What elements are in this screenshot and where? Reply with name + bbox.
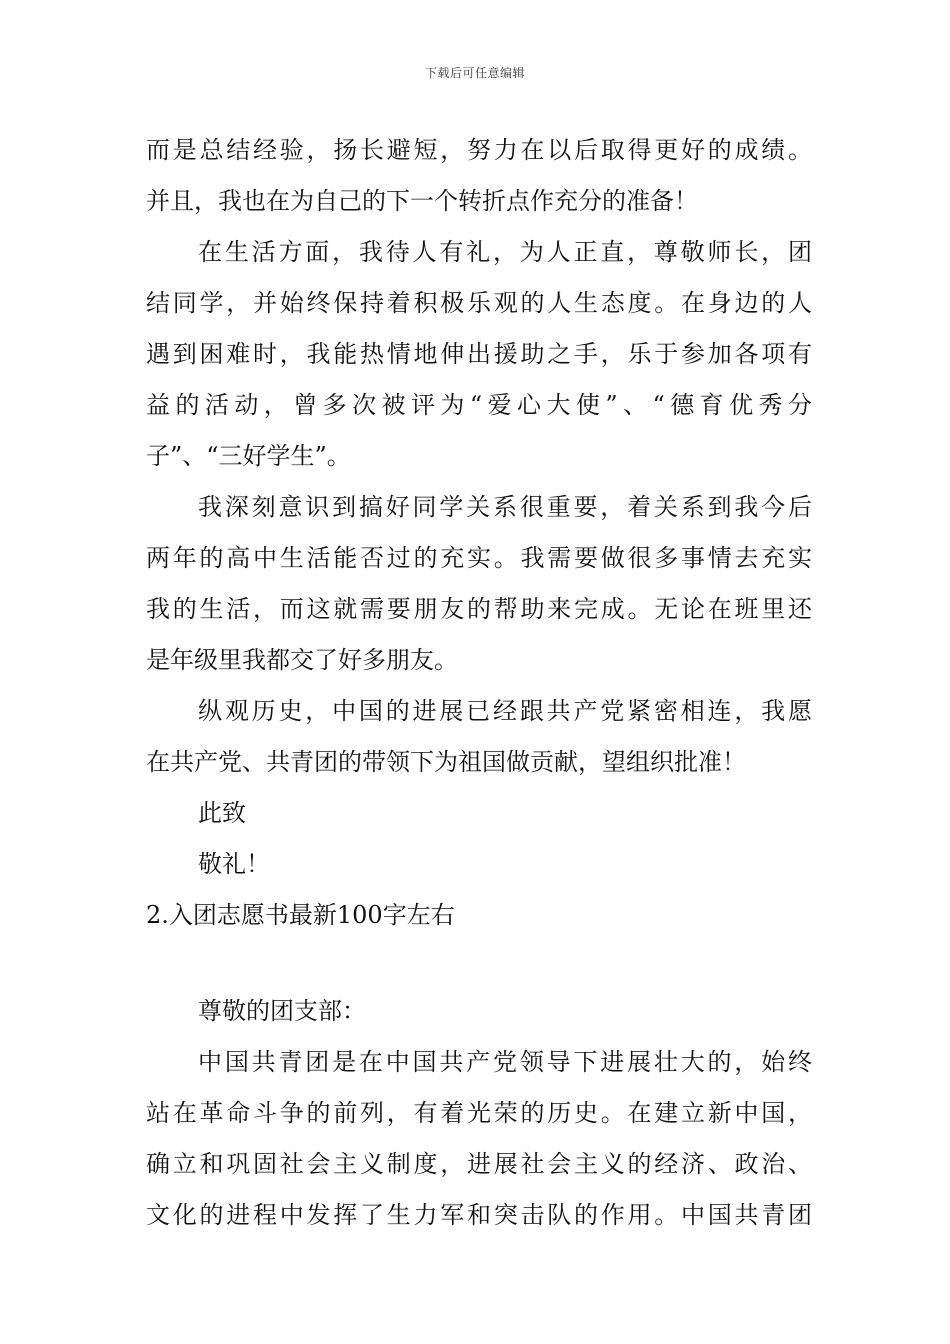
paragraph-line: 中国共青团是在中国共产党领导下进展壮大的，始终 [198, 1048, 812, 1076]
paragraph-line: 是年级里我都交了好多朋友。 [146, 646, 458, 674]
section-heading: 2.入团志愿书最新100字左右 [146, 901, 455, 929]
paragraph-line: 文化的进程中发挥了生力军和突击队的作用。中国共青团 [146, 1201, 812, 1229]
letter-salutation: 尊敬的团支部： [198, 997, 366, 1025]
page-header: 下载后可任意编辑 [424, 66, 525, 80]
closing-regards: 敬礼！ [198, 850, 270, 878]
paragraph-line: 并且，我也在为自己的下一个转折点作充分的准备！ [146, 187, 698, 215]
paragraph-line: 站在革命斗争的前列，有着光荣的历史。在建立新中国， [146, 1099, 812, 1127]
paragraph-line: 纵观历史，中国的进展已经跟共产党紧密相连，我愿 [198, 697, 812, 725]
paragraph-line: 结同学，并始终保持着积极乐观的人生态度。在身边的人 [146, 289, 812, 317]
blank-spacer [146, 941, 812, 986]
paragraph-line: 在生活方面，我待人有礼，为人正直，尊敬师长，团 [198, 238, 812, 266]
closing-salutation: 此致 [198, 799, 246, 827]
paragraph-line: 子”、“三好学生”。 [146, 442, 351, 470]
paragraph-line: 遇到困难时，我能热情地伸出援助之手，乐于参加各项有 [146, 340, 812, 368]
paragraph-line: 两年的高中生活能否过的充实。我需要做很多事情去充实 [146, 544, 812, 572]
paragraph-line: 益的活动，曾多次被评为“爱心大使”、“德育优秀分 [146, 391, 812, 419]
paragraph-line: 我的生活，而这就需要朋友的帮助来完成。无论在班里还 [146, 595, 812, 623]
paragraph-line: 在共产党、共青团的带领下为祖国做贡献，望组织批准！ [146, 748, 746, 776]
paragraph-line: 确立和巩固社会主义制度，进展社会主义的经济、政治、 [146, 1150, 812, 1178]
paragraph-line: 而是总结经验，扬长避短，努力在以后取得更好的成绩。 [146, 136, 812, 164]
paragraph-line: 我深刻意识到搞好同学关系很重要，着关系到我今后 [198, 493, 812, 521]
document-body [146, 125, 812, 1241]
